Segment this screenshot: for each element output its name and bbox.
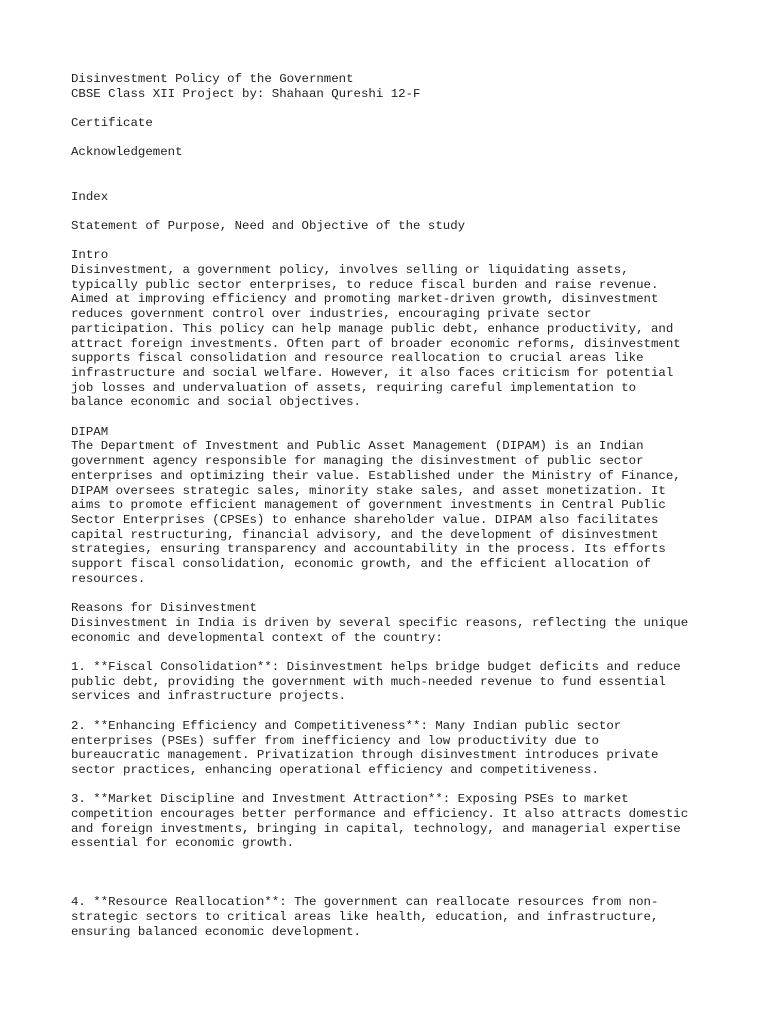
intro-line: reduces government control over industries, encouraging private sector — [71, 307, 592, 322]
reason-point-1 — [71, 660, 711, 704]
point-line: competition encourages better performance and efficiency. It also attracts domestic — [71, 807, 689, 821]
dipam-section — [71, 425, 711, 587]
intro-line: attract foreign investments. Often part of broader economic reforms, disinvestment — [71, 336, 681, 351]
point-line: and foreign investments, bringing in capital, technology, and managerial expertise — [71, 821, 681, 836]
intro-line: balance economic and social objectives. — [71, 395, 361, 410]
intro-line: supports fiscal consolidation and resource reallocation to crucial areas like — [71, 351, 644, 366]
dipam-line: The Department of Investment and Public Asset Management (DIPAM) is an Indian — [71, 439, 644, 454]
point-line: enterprises (PSEs) suffer from inefficiency and low productivity due to — [71, 733, 599, 748]
section-acknowledgement: Acknowledgement — [71, 145, 183, 160]
document-page — [71, 72, 711, 939]
point-line: essential for economic growth. — [71, 836, 295, 851]
intro-line: Disinvestment, a government policy, involves selling or liquidating assets, — [71, 263, 629, 278]
point-line: sector practices, enhancing operational efficiency and competitiveness. — [71, 762, 599, 777]
reason-point-4 — [71, 895, 711, 939]
dipam-line: support fiscal consolidation, economic growth, and the efficient allocation of — [71, 557, 651, 572]
dipam-line: strategies, ensuring transparency and accountability in the process. Its efforts — [71, 542, 666, 557]
reasons-line: economic and developmental context of the country: — [71, 630, 443, 645]
intro-section — [71, 248, 711, 410]
reason-point-3 — [71, 792, 711, 851]
point-line: ensuring balanced economic development. — [71, 924, 361, 939]
section-certificate: Certificate — [71, 116, 153, 131]
dipam-line: Sector Enterprises (CPSEs) to enhance shareholder value. DIPAM also facilitates — [71, 513, 659, 527]
intro-line: job losses and undervaluation of assets, requiring careful implementation to — [71, 380, 637, 395]
intro-line: typically public sector enterprises, to reduce fiscal burden and raise revenue. — [71, 277, 659, 292]
intro-line: participation. This policy can help manage public debt, enhance productivity, and — [71, 321, 674, 336]
point-line: 2. **Enhancing Efficiency and Competitiveness**: Many Indian public sector — [71, 718, 622, 733]
reasons-section — [71, 601, 711, 645]
dipam-line: government agency responsible for managing the disinvestment of public sector — [71, 454, 644, 469]
dipam-line: capital restructuring, financial advisory, and the development of disinvestment — [71, 527, 659, 542]
point-line: bureaucratic management. Privatization through disinvestment introduces private — [71, 748, 659, 763]
point-line: 3. **Market Discipline and Investment Attraction**: Exposing PSEs to market — [71, 792, 629, 807]
point-line: 1. **Fiscal Consolidation**: Disinvestment helps bridge budget deficits and reduce — [71, 660, 681, 674]
document-title: Disinvestment Policy of the Government — [71, 72, 354, 86]
reasons-heading: Reasons for Disinvestment — [71, 601, 257, 616]
intro-line: Aimed at improving efficiency and promoting market-driven growth, disinvestment — [71, 292, 659, 307]
section-statement: Statement of Purpose, Need and Objective of the study — [71, 218, 466, 233]
point-line: public debt, providing the government with much-needed revenue to fund essential — [71, 674, 666, 689]
intro-heading: Intro — [71, 248, 109, 263]
dipam-line: resources. — [71, 571, 146, 586]
dipam-line: enterprises and optimizing their value. Established under the Ministry of Finance, — [71, 468, 681, 483]
point-line: services and infrastructure projects. — [71, 689, 347, 704]
section-index: Index — [71, 189, 109, 204]
point-line: strategic sectors to critical areas like health, education, and infrastructure, — [71, 909, 659, 924]
intro-line: infrastructure and social welfare. However, it also faces criticism for potential — [71, 365, 674, 380]
dipam-heading: DIPAM — [71, 424, 109, 439]
point-line: 4. **Resource Reallocation**: The government can reallocate resources from non- — [71, 895, 659, 910]
document-subtitle: CBSE Class XII Project by: Shahaan Qureshi 12-F — [71, 86, 421, 101]
reasons-line: Disinvestment in India is driven by several specific reasons, reflecting the unique — [71, 615, 689, 630]
dipam-line: DIPAM oversees strategic sales, minority stake sales, and asset monetization. It — [71, 483, 666, 498]
reason-point-2 — [71, 719, 711, 778]
dipam-line: aims to promote efficient management of government investments in Central Public — [71, 498, 666, 513]
